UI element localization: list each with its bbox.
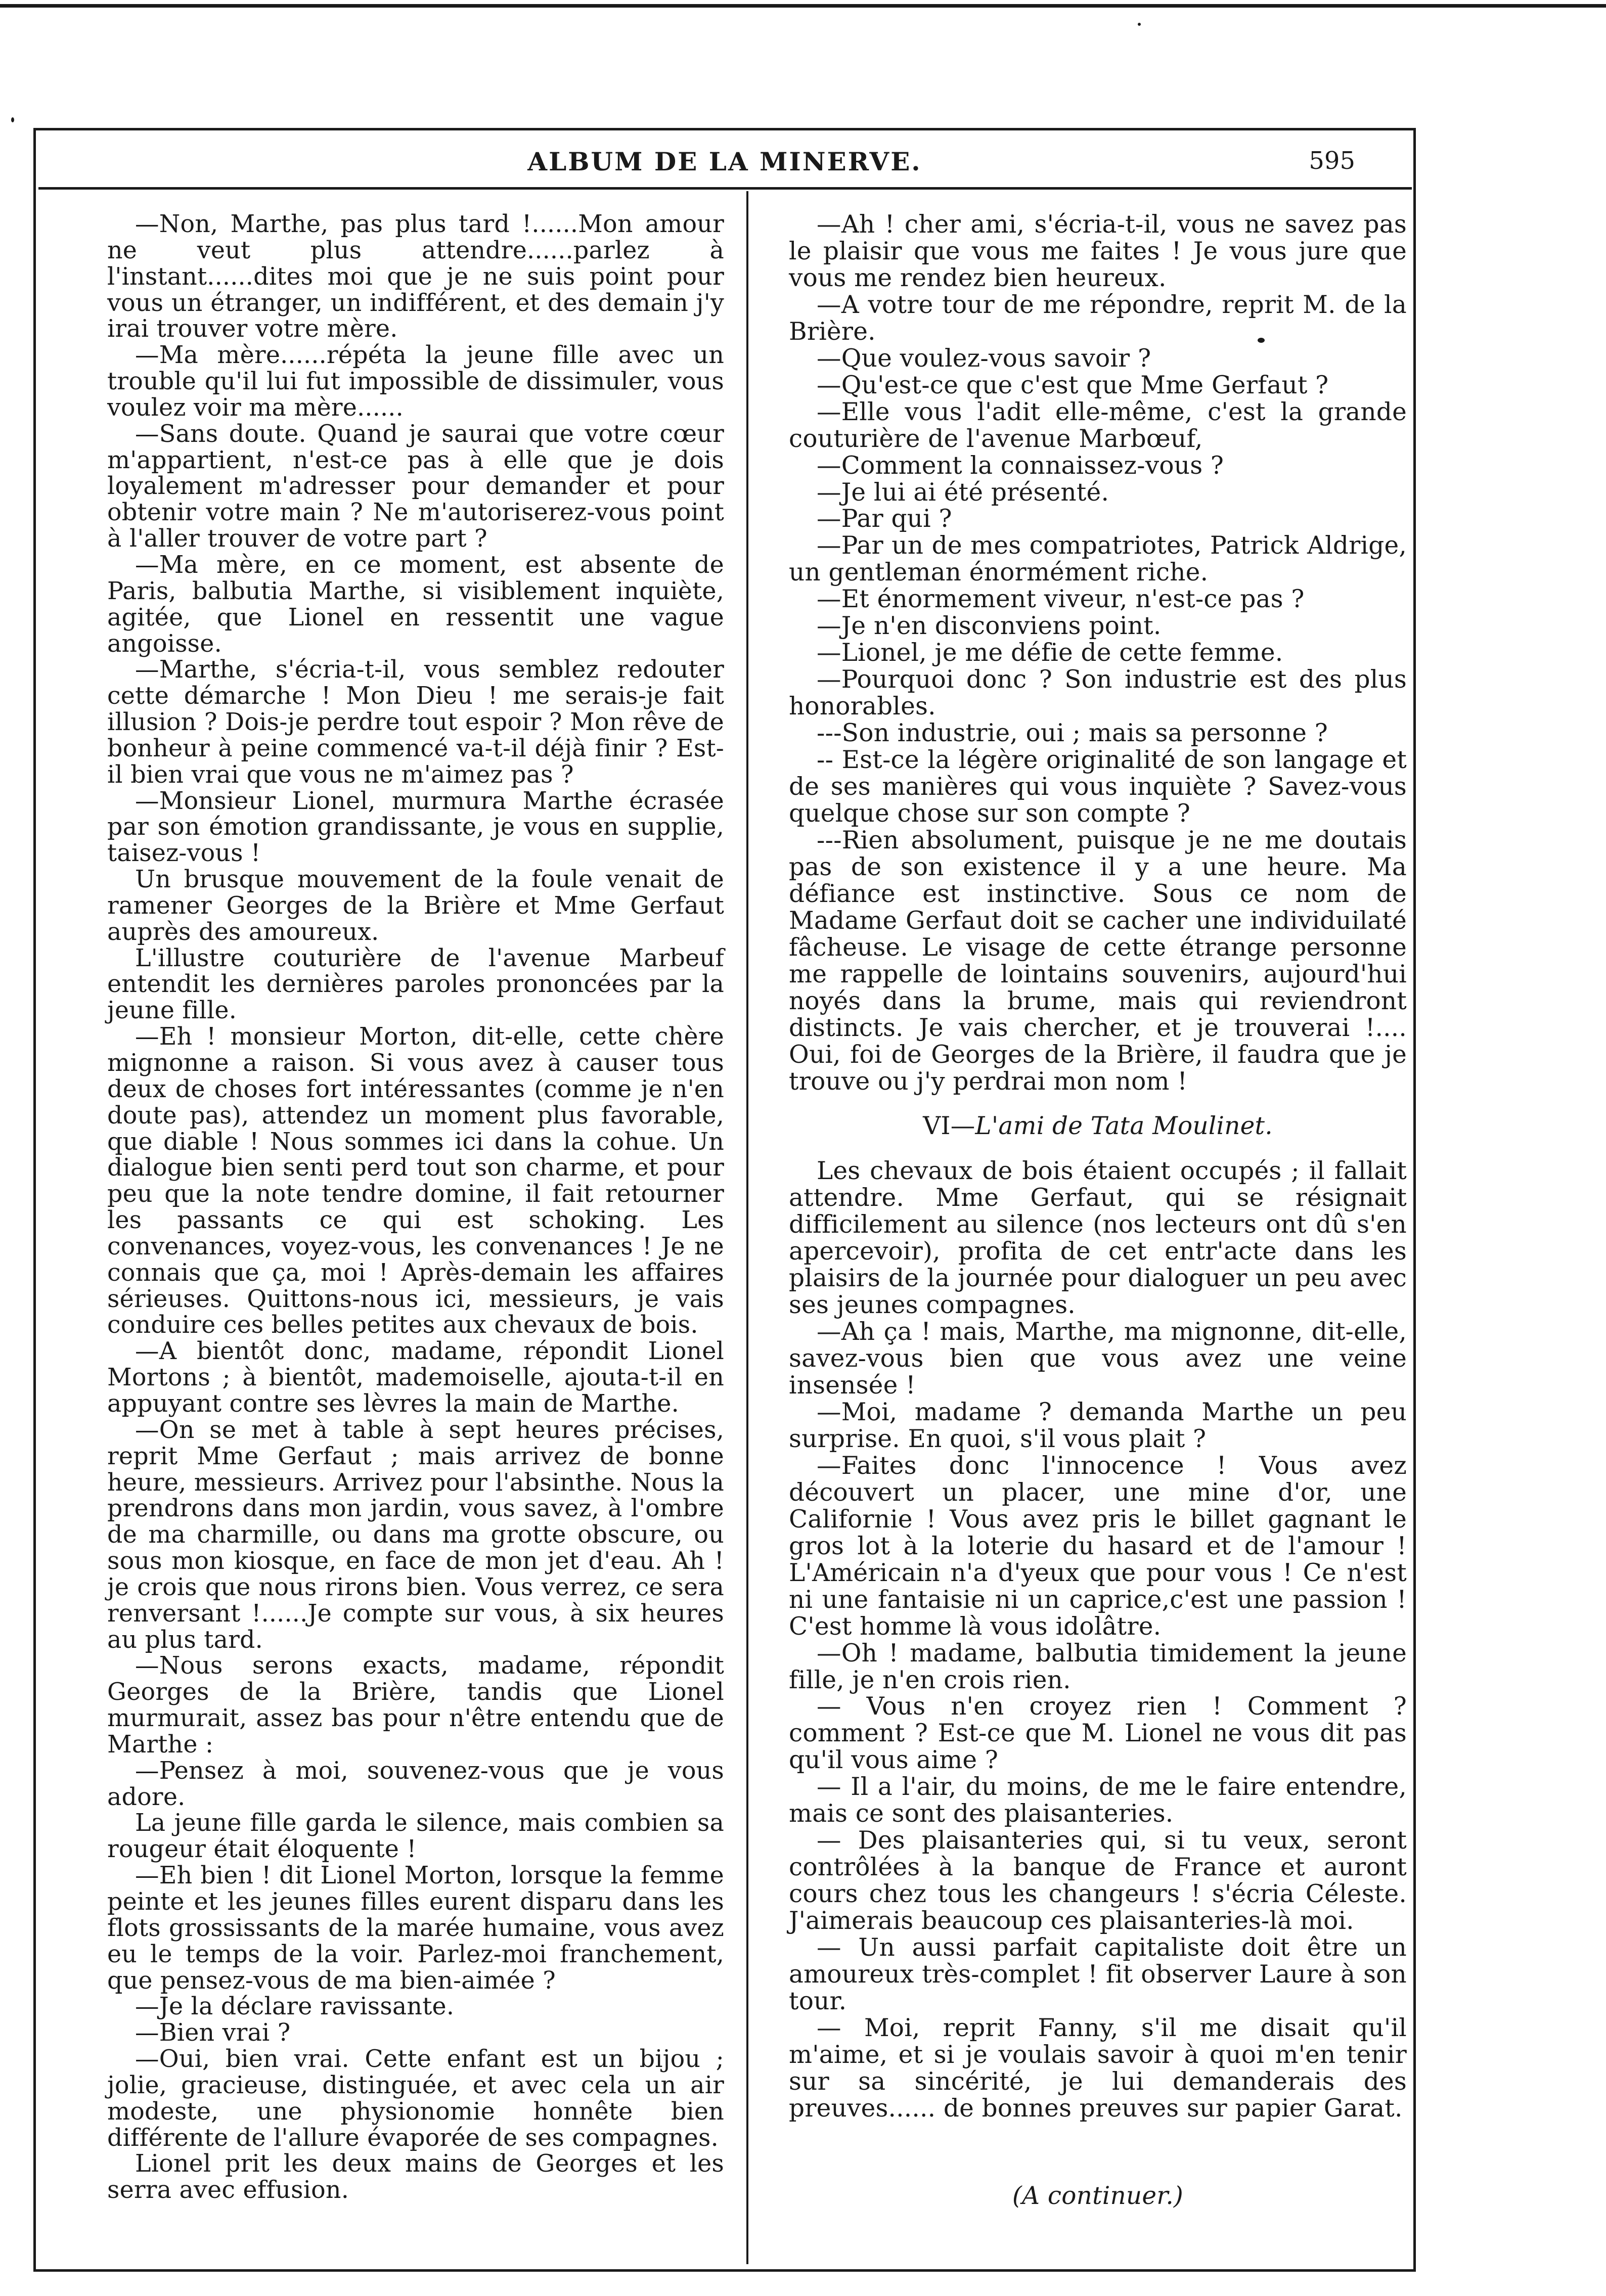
paragraph: —Oui, bien vrai. Cette enfant est un bijou ; jolie, gracieuse, distinguée, et avec cela un air modeste, une physionomie honnête bien différente de l'allure évaporée de ses compagnes. xyxy=(107,2045,724,2152)
paragraph: —Ma mère......répéta la jeune fille avec un trouble qu'il lui fut impossible de dissimuler, vous voulez voir ma mère...... xyxy=(107,341,724,422)
paragraph: —A bientôt donc, madame, répondit Lionel Mortons ; à bientôt, mademoiselle, ajouta-t-il en appuyant contre ses lèvres la main de Marthe. xyxy=(107,1337,724,1418)
paragraph: —Je lui ai été présenté. xyxy=(817,478,1109,507)
left-column xyxy=(107,211,724,2203)
paragraph: —On se met à table à sept heures précises, reprit Mme Gerfaut ; mais arrivez de bonne heure, messieurs. Arrivez pour l'absinthe. Nous la prendrons dans mon jardin, vous savez, à l'ombre de ma charmille, ou dans ma grotte obscure, ou sous mon kiosque, en face de mon jet d'eau. Ah ! je crois que nous rirons bien. Vous verrez, ce sera renversant !......Je compte sur vous, à six heures au plus tard. xyxy=(107,1416,724,1654)
paragraph: ---Son industrie, oui ; mais sa personne ? xyxy=(817,719,1328,748)
paragraph: —Oh ! madame, balbutia timidement la jeune fille, je n'en crois rien. xyxy=(789,1639,1407,1694)
column-divider xyxy=(746,191,748,2264)
section-title: L'ami de Tata Moulinet. xyxy=(975,1112,1273,1141)
section-heading: VI—L'ami de Tata Moulinet. xyxy=(923,1112,1273,1141)
paragraph: — Un aussi parfait capitaliste doit être un amoureux très-complet ! fit observer Laure à son tour. xyxy=(789,1933,1407,2015)
paragraph: —Par un de mes compatriotes, Patrick Aldrige, un gentleman énormément riche. xyxy=(789,531,1407,587)
paragraph: — Il a l'air, du moins, de me le faire entendre, mais ce sont des plaisanteries. xyxy=(789,1773,1407,1828)
paragraph: —Je la déclare ravissante. xyxy=(135,1993,455,2021)
paragraph: — Vous n'en croyez rien ! Comment ? comment ? Est-ce que M. Lionel ne vous dit pas qu'il vous aime ? xyxy=(789,1692,1407,1775)
paragraph: —Ah ! cher ami, s'écria-t-il, vous ne savez pas le plaisir que vous me faites ! Je vous jure que vous me rendez bien heureux. xyxy=(789,210,1407,292)
paragraph: —Nous serons exacts, madame, répondit Georges de la Brière, tandis que Lionel murmurait, assez bas pour n'être entendu que de Marthe : xyxy=(107,1652,724,1759)
paragraph: —Lionel, je me défie de cette femme. xyxy=(817,639,1283,667)
paragraph: -- Est-ce la légère originalité de son langage et de ses manières qui vous inquiète ? Savez-vous quelque chose sur son compte ? xyxy=(789,746,1407,828)
paragraph: —A votre tour de me répondre, reprit M. de la Brière. xyxy=(789,290,1407,346)
page-number: 595 xyxy=(1309,147,1355,175)
paragraph: — Des plaisanteries qui, si tu veux, seront contrôlées à la banque de France et auront cours chez tous les changeurs ! s'écria Céleste. J'aimerais beaucoup ces plaisanteries-là moi. xyxy=(789,1826,1407,1935)
paragraph: —Qu'est-ce que c'est que Mme Gerfaut ? xyxy=(817,371,1329,399)
paragraph: —Moi, madame ? demanda Marthe un peu surprise. En quoi, s'il vous plait ? xyxy=(789,1398,1407,1453)
paragraph: —Sans doute. Quand je saurai que votre cœur m'appartient, n'est-ce pas à elle que je dois loyalement m'adresser pour demander et pour obtenir votre main ? Ne m'autoriserez-vous point à l'aller trouver de votre part ? xyxy=(107,420,724,553)
paragraph: —Comment la connaissez-vous ? xyxy=(817,451,1224,480)
page-header xyxy=(33,147,1416,182)
section-number: VI xyxy=(923,1112,951,1141)
paragraph: —Faites donc l'innocence ! Vous avez découvert un placer, une mine d'or, une Californie ! Vous avez pris le billet gagnant le gros lot à la loterie du hasard et de l'amour ! L'Américain n'a d'yeux que pour vous ! Ce n'est ni une fantaisie ni un caprice,c'est une passion ! C'est homme là vous idolâtre. xyxy=(789,1451,1407,1641)
ink-speck xyxy=(1138,23,1141,26)
paragraph: — Moi, reprit Fanny, s'il me disait qu'il m'aime, et si je voulais savoir à quoi m'en tenir sur sa sincérité, je lui demanderais des preuves...... de bonnes preuves sur papier Garat. xyxy=(789,2013,1407,2123)
paragraph: —Pensez à moi, souvenez-vous que je vous adore. xyxy=(107,1757,724,1811)
right-column xyxy=(789,211,1407,2210)
paragraph: —Bien vrai ? xyxy=(135,2019,291,2047)
paragraph: —Non, Marthe, pas plus tard !......Mon amour ne veut plus attendre......parlez à l'instant......dites moi que je ne suis point pour vous un étranger, un indifférent, et des demain j'y irai trouver votre mère. xyxy=(107,210,724,343)
paragraph: Un brusque mouvement de la foule venait de ramener Georges de la Brière et Mme Gerfaut auprès des amoureux. xyxy=(107,866,724,946)
paragraph: —Et énormement viveur, n'est-ce pas ? xyxy=(817,585,1305,614)
running-title: ALBUM DE LA MINERVE. xyxy=(527,147,922,176)
paragraph: —Par qui ? xyxy=(817,505,952,533)
paragraph: ---Rien absolument, puisque je ne me doutais pas de son existence il y a une heure. Ma défiance est instinctive. Sous ce nom de Madame Gerfaut doit se cacher une individuilaté fâcheuse. Le visage de cette étrange personne me rappelle de lointains souvenirs, aujourd'hui noyés dans la brume, mais qui reviendront distincts. Je vais chercher, et je trouverai !.... Oui, foi de Georges de la Brière, il faudra que je trouve ou j'y perdrai mon nom ! xyxy=(789,826,1407,1096)
paragraph: Les chevaux de bois étaient occupés ; il fallait attendre. Mme Gerfaut, qui se résignait difficilement au silence (nos lecteurs ont dû s'en apercevoir), profita de cet entr'acte dans les plaisirs de la journée pour dialoguer un peu avec ses jeunes compagnes. xyxy=(789,1157,1407,1320)
paragraph: —Ma mère, en ce moment, est absente de Paris, balbutia Marthe, si visiblement inquiète, agitée, que Lionel en ressentit une vague angoisse. xyxy=(107,551,724,658)
top-border-line xyxy=(0,4,1606,8)
paragraph: —Je n'en disconviens point. xyxy=(817,612,1162,641)
continuation-note: (A continuer.) xyxy=(1012,2181,1184,2210)
paragraph: —Pourquoi donc ? Son industrie est des plus honorables. xyxy=(789,665,1407,721)
paragraph: —Marthe, s'écria-t-il, vous semblez redouter cette démarche ! Mon Dieu ! me serais-je fait illusion ? Dois-je perdre tout espoir ? Mon rêve de bonheur à peine commencé va-t-il déjà finir ? Est-il bien vrai que vous ne m'aimez pas ? xyxy=(107,656,724,789)
paragraph: —Eh bien ! dit Lionel Morton, lorsque la femme peinte et les jeunes filles eurent disparu dans les flots grossissants de la marée humaine, vous avez eu le temps de la voir. Parlez-moi franchement, que pensez-vous de ma bien-aimée ? xyxy=(107,1862,724,1995)
paragraph: —Monsieur Lionel, murmura Marthe écrasée par son émotion grandissante, je vous en supplie, taisez-vous ! xyxy=(107,787,724,868)
paragraph: L'illustre couturière de l'avenue Marbeuf entendit les dernières paroles prononcées par la jeune fille. xyxy=(107,944,724,1025)
ink-speck xyxy=(1258,338,1265,343)
paragraph: La jeune fille garda le silence, mais combien sa rougeur était éloquente ! xyxy=(107,1809,724,1864)
ink-speck xyxy=(11,117,14,122)
paragraph: —Que voulez-vous savoir ? xyxy=(817,344,1151,373)
paragraph: Lionel prit les deux mains de Georges et les serra avec effusion. xyxy=(107,2150,724,2204)
paragraph: —Ah ça ! mais, Marthe, ma mignonne, dit-elle, savez-vous bien que vous avez une veine insensée ! xyxy=(789,1318,1407,1400)
header-rule xyxy=(38,187,1412,190)
paragraph: —Eh ! monsieur Morton, dit-elle, cette chère mignonne a raison. Si vous avez à causer tous deux de choses fort intéressantes (comme je n'en doute pas), attendez un moment plus favorable, que diable ! Nous sommes ici dans la cohue. Un dialogue bien senti perd tout son charme, et pour peu que la note tendre domine, il fait retourner les passants ce qui est schoking. Les convenances, voyez-vous, les convenances ! Je ne connais que ça, moi ! Après-demain les affaires sérieuses. Quittons-nous ici, messieurs, je vais conduire ces belles petites aux chevaux de bois. xyxy=(107,1023,724,1339)
paragraph: —Elle vous l'adit elle-même, c'est la grande couturière de l'avenue Marbœuf, xyxy=(789,397,1407,453)
